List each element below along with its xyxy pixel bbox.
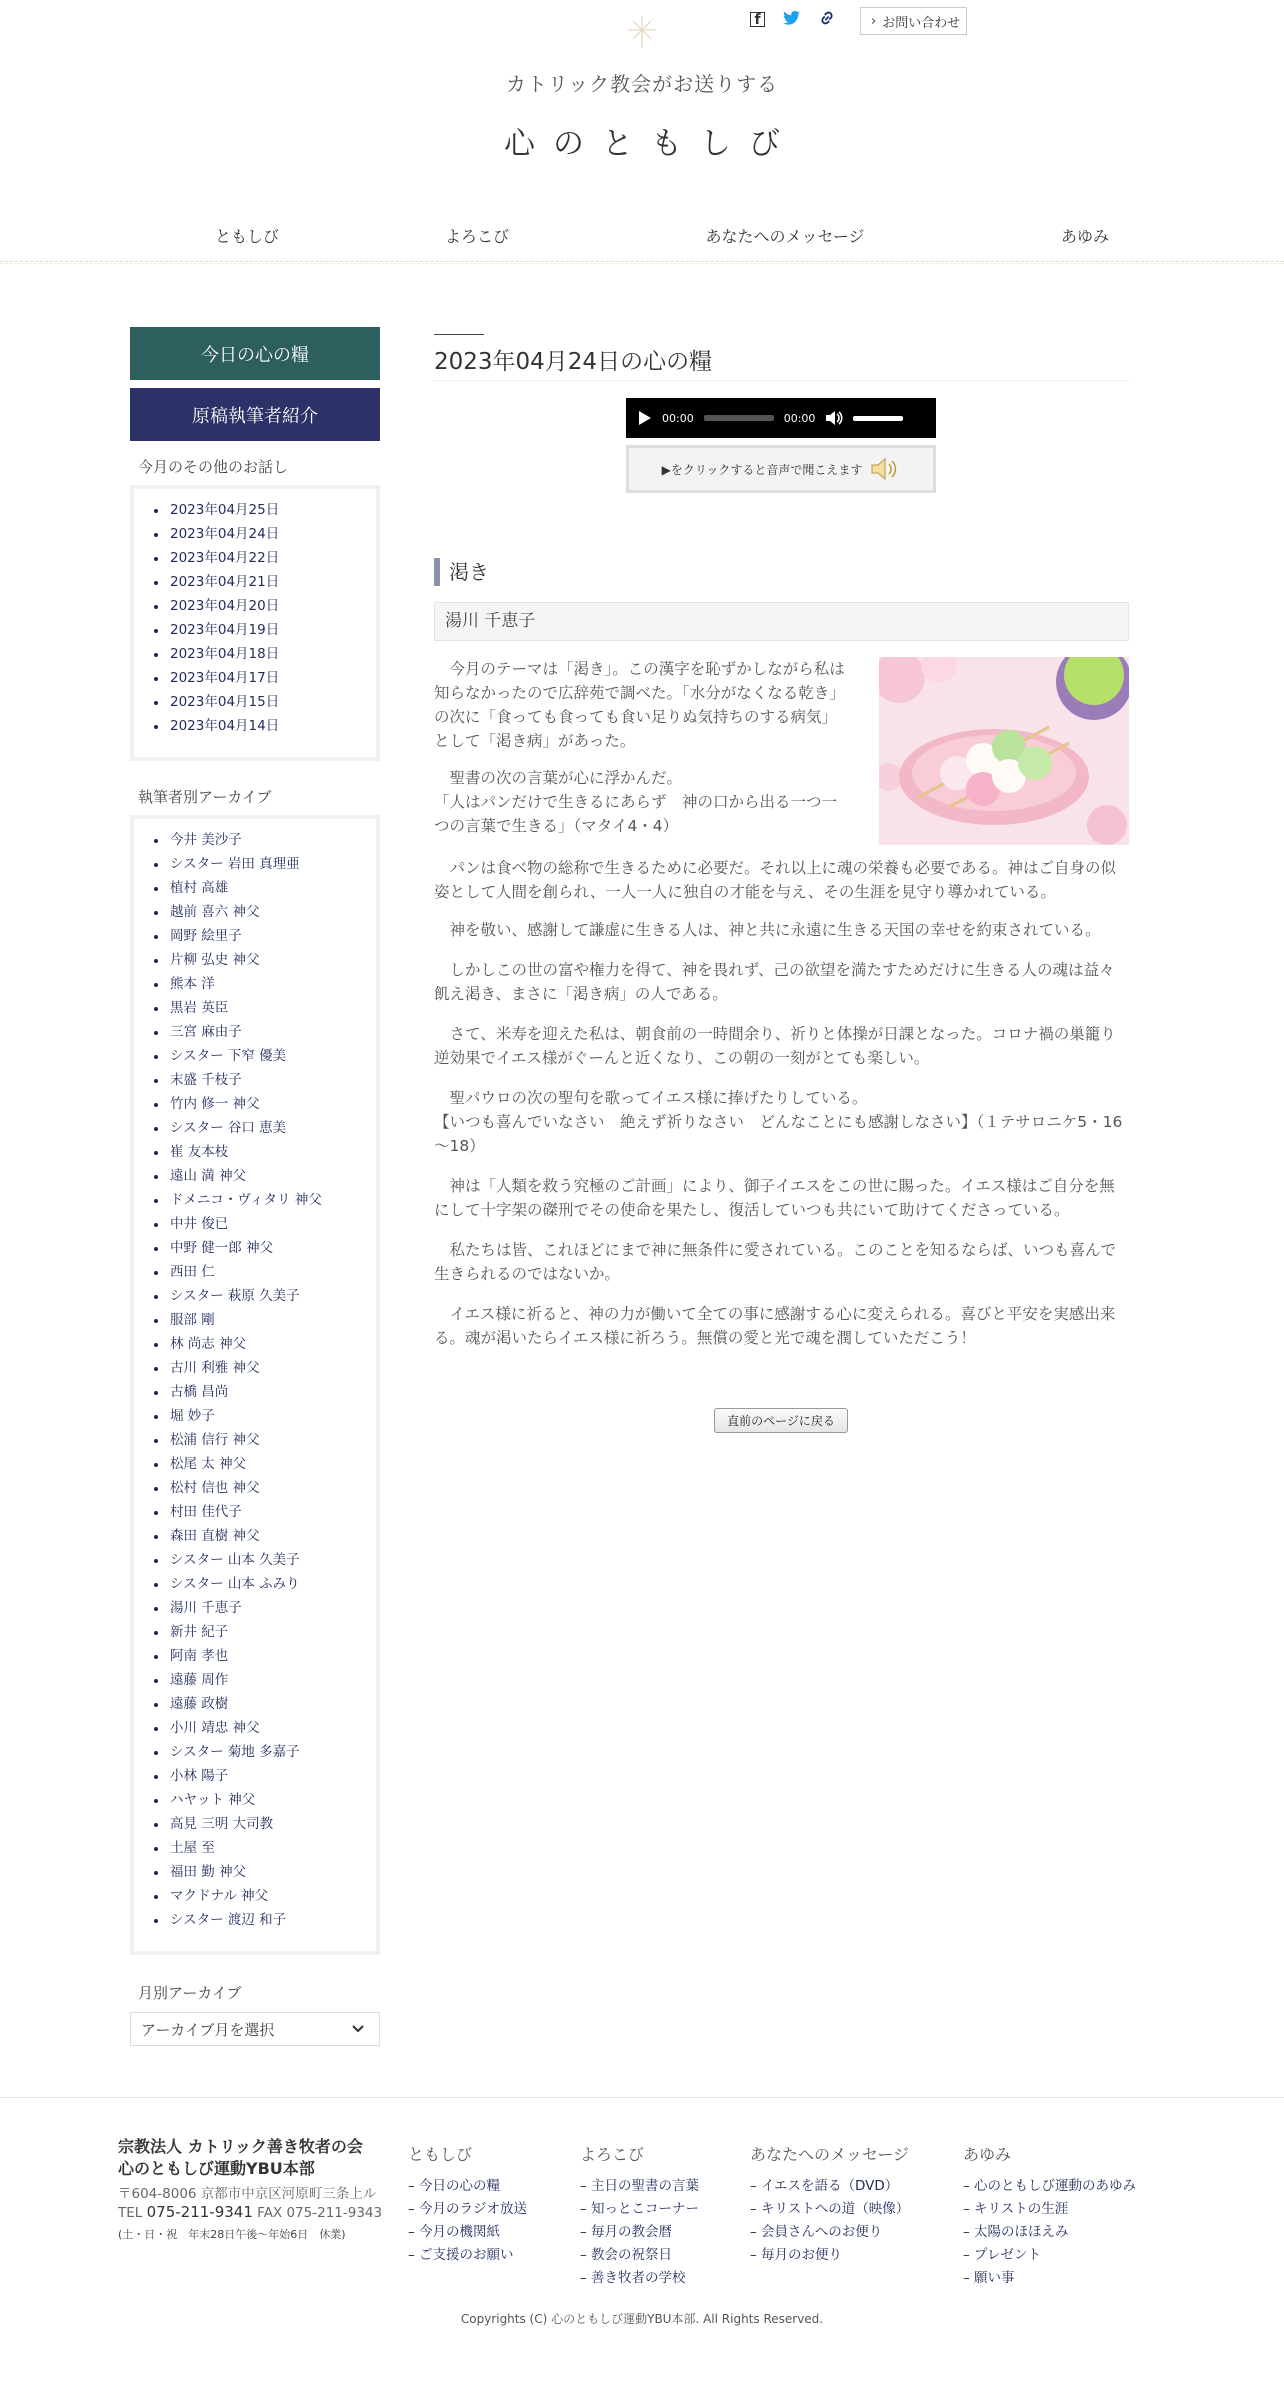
writer-link[interactable]: 植村 高雄: [152, 877, 376, 901]
footer-link[interactable]: – 今月の機関紙: [408, 2221, 527, 2244]
writer-link[interactable]: 遠山 満 神父: [152, 1165, 376, 1189]
writer-link[interactable]: シスター 渡辺 和子: [152, 1909, 376, 1933]
writer-archive-heading: 執筆者別アーカイブ: [138, 788, 272, 806]
chevron-down-icon: [351, 2024, 365, 2034]
writer-link[interactable]: 松浦 信行 神父: [152, 1429, 376, 1453]
site-tagline: カトリック教会がお送りする: [505, 72, 779, 96]
post-paragraph: 神は「人類を救う究極のご計画」により、御子イエスをこの世に賜った。イエス様はご自分を無にして十字架の磔刑でその使命を果たし、復活していつも共にいて助けてくださっている。: [434, 1177, 1115, 1219]
tel-label: TEL: [118, 2205, 143, 2221]
writer-link[interactable]: ドメニコ・ヴィタリ 神父: [152, 1189, 376, 1213]
speaker-icon: [870, 457, 900, 481]
writer-link[interactable]: 高見 三明 大司教: [152, 1813, 376, 1837]
volume-slider[interactable]: [853, 416, 903, 421]
post-title: 2023年04月24日の心の糧: [434, 349, 713, 375]
main-nav: [130, 224, 1154, 247]
footer-link[interactable]: – 毎月のお便り: [750, 2244, 909, 2267]
post-paragraph: 神を敬い、感謝して謙虚に生きる人は、神と共に永遠に生きる天国の幸せを約束されている。: [449, 921, 1101, 939]
writer-link[interactable]: 崔 友本枝: [152, 1141, 376, 1165]
writer-link[interactable]: 新井 紀子: [152, 1621, 376, 1645]
writer-link[interactable]: 福田 勤 神父: [152, 1861, 376, 1885]
footer-link[interactable]: – キリストへの道（映像）: [750, 2198, 909, 2221]
month-stories-heading: 今月のその他のお話し: [138, 458, 289, 476]
org-address: 〒604-8006 京都市中京区河原町三条上ル: [118, 2186, 377, 2202]
writer-link[interactable]: シスター 谷口 恵美: [152, 1117, 376, 1141]
copyright: Copyrights (C) 心のともしび運動YBU本部. All Rights Reserved.: [460, 2312, 824, 2326]
link-icon[interactable]: [818, 10, 836, 29]
month-story-link[interactable]: 2023年04月19日: [152, 619, 376, 643]
writer-link[interactable]: シスター 下窄 優美: [152, 1045, 376, 1069]
contact-button[interactable]: [860, 7, 967, 35]
duration-time: 00:00: [783, 411, 816, 425]
writer-link[interactable]: 遠藤 政樹: [152, 1693, 376, 1717]
nav-item-tomoshibi[interactable]: ともしび: [215, 227, 280, 246]
writer-link[interactable]: 中野 健一郎 神父: [152, 1237, 376, 1261]
writer-archive-box: [130, 815, 380, 1955]
progress-bar[interactable]: [704, 415, 774, 421]
footer-link[interactable]: – 太陽のほほえみ: [963, 2221, 1136, 2244]
play-icon[interactable]: [638, 410, 652, 426]
writers-intro-button[interactable]: 原稿執筆者紹介: [130, 388, 380, 441]
post-paragraph: さて、米寿を迎えた私は、朝食前の一時間余り、祈りと体操が日課となった。コロナ禍の巣籠り逆効果でイエス様がぐーんと近くなり、この朝の一刻がとても楽しい。: [434, 1025, 1116, 1067]
writer-link[interactable]: マクドナル 神父: [152, 1885, 376, 1909]
footer-col-heading[interactable]: ともしび: [408, 2145, 473, 2164]
month-archive-heading: 月別アーカイブ: [138, 1984, 242, 2002]
volume-icon[interactable]: [825, 410, 843, 426]
writer-link[interactable]: 小林 陽子: [152, 1765, 376, 1789]
footer-divider: [0, 2097, 1284, 2098]
fax-number: FAX 075-211-9343: [257, 2205, 383, 2221]
nav-item-yorokobi[interactable]: よろこび: [445, 227, 510, 246]
org-line-1: 宗教法人 カトリック善き牧者の会: [118, 2137, 363, 2156]
footer-link[interactable]: – 今日の心の糧: [408, 2175, 527, 2198]
month-story-link[interactable]: 2023年04月15日: [152, 691, 376, 715]
writer-link[interactable]: 古川 利雅 神父: [152, 1357, 376, 1381]
footer-col-message: [750, 2142, 909, 2267]
month-story-link[interactable]: 2023年04月17日: [152, 667, 376, 691]
month-stories-box: [130, 485, 380, 761]
back-button[interactable]: 直前のページに戻る: [714, 1408, 848, 1433]
post-paragraph: 聖書の次の言葉が心に浮かんだ。 「人はパンだけで生きるにあらず 神の口から出る一つ一つの言葉で生きる」（マタイ4・4）: [434, 769, 838, 835]
footer-link[interactable]: – 知っとこコーナー: [580, 2198, 699, 2221]
writer-link[interactable]: 中井 俊已: [152, 1213, 376, 1237]
org-phone: [118, 2203, 382, 2221]
org-hours: (土・日・祝 年末28日午後〜年始6日 休業): [118, 2228, 346, 2241]
writer-link[interactable]: 今井 美沙子: [152, 829, 376, 853]
writer-link[interactable]: ハヤット 神父: [152, 1789, 376, 1813]
footer-col-yorokobi: [580, 2142, 699, 2290]
facebook-icon[interactable]: f: [750, 12, 765, 27]
writer-link[interactable]: 阿南 孝也: [152, 1645, 376, 1669]
footer-col-heading[interactable]: よろこび: [580, 2145, 645, 2164]
writer-link[interactable]: シスター 山本 ふみり: [152, 1573, 376, 1597]
writer-link[interactable]: 熊本 洋: [152, 973, 376, 997]
writer-link[interactable]: 土屋 至: [152, 1837, 376, 1861]
post-paragraph: しかしこの世の富や権力を得て、神を畏れず、己の欲望を満たすためだけに生きる人の魂は益々飢え渇き、まさに「渇き病」の人である。: [434, 961, 1115, 1003]
month-story-link[interactable]: 2023年04月25日: [152, 499, 376, 523]
month-story-link[interactable]: 2023年04月20日: [152, 595, 376, 619]
site-title[interactable]: 心のともしび: [504, 126, 798, 162]
footer-link[interactable]: – ご支援のお願い: [408, 2244, 527, 2267]
writer-link[interactable]: 三宮 麻由子: [152, 1021, 376, 1045]
writer-link[interactable]: 末盛 千枝子: [152, 1069, 376, 1093]
audio-player: [626, 398, 936, 438]
footer-link[interactable]: – プレゼント: [963, 2244, 1136, 2267]
footer-link[interactable]: – イエスを語る（DVD）: [750, 2175, 909, 2198]
writer-link[interactable]: 小川 靖忠 神父: [152, 1717, 376, 1741]
writer-link[interactable]: シスター 菊地 多嘉子: [152, 1741, 376, 1765]
post-paragraph: 今月のテーマは「渇き」。この漢字を恥ずかしながら私は知らなかったので広辞苑で調べた。「水分がなくなる乾き」の次に「食っても食っても食い足りぬ気持ちのする病気」として「渇き病」があった。: [434, 660, 845, 750]
footer-col-tomoshibi: [408, 2142, 527, 2267]
post-paragraph: 私たちは皆、これほどにまで神に無条件に愛されている。このことを知るならば、いつも喜んで生きられるのではないか。: [434, 1241, 1117, 1283]
footer-col-heading[interactable]: あゆみ: [963, 2145, 1012, 2164]
writer-link[interactable]: 林 尚志 神父: [152, 1333, 376, 1357]
footer-link[interactable]: – 心のともしび運動のあゆみ: [963, 2175, 1136, 2198]
org-line-2: 心のともしび運動YBU本部: [118, 2159, 315, 2178]
writer-link[interactable]: 古橋 昌尚: [152, 1381, 376, 1405]
title-accent-line: [434, 334, 484, 335]
footer-link[interactable]: – 今月のラジオ放送: [408, 2198, 527, 2221]
footer-link[interactable]: – 善き牧者の学校: [580, 2267, 699, 2290]
footer-col-heading[interactable]: あなたへのメッセージ: [750, 2145, 910, 2164]
current-time: 00:00: [662, 411, 694, 425]
writer-link[interactable]: 黒岩 英臣: [152, 997, 376, 1021]
writer-link[interactable]: 村田 佳代子: [152, 1501, 376, 1525]
footer-link[interactable]: – 主日の聖書の言葉: [580, 2175, 699, 2198]
writer-link[interactable]: シスター 山本 久美子: [152, 1549, 376, 1573]
footer-link[interactable]: – 願い事: [963, 2267, 1136, 2290]
chevron-right-icon: ›: [871, 13, 877, 29]
month-story-link[interactable]: 2023年04月18日: [152, 643, 376, 667]
contact-label: お問い合わせ: [882, 15, 961, 31]
writer-link[interactable]: 岡野 絵里子: [152, 925, 376, 949]
writer-link[interactable]: 服部 剛: [152, 1309, 376, 1333]
post-paragraph: 聖パウロの次の聖句を歌ってイエス様に捧げたりしている。 【いつも喜んでいなさい 絶えず祈りなさい どんなことにも感謝しなさい】（１テサロニケ5・16～18）: [434, 1089, 1123, 1155]
writer-link[interactable]: 竹内 修一 神父: [152, 1093, 376, 1117]
footer-link[interactable]: – 教会の祝祭日: [580, 2244, 699, 2267]
tel-number[interactable]: 075-211-9341: [146, 2203, 253, 2221]
writer-link[interactable]: 松尾 太 神父: [152, 1453, 376, 1477]
social-links: [750, 10, 836, 29]
archive-select-value: アーカイブ月を選択: [141, 2020, 275, 2039]
writer-link[interactable]: 松村 信也 神父: [152, 1477, 376, 1501]
post-paragraph: イエス様に祈ると、神の力が働いて全ての事に感謝する心に変えられる。喜びと平安を実感出来る。魂が渇いたらイエス様に祈ろう。無償の愛と光で魂を潤していただこう！: [434, 1305, 1116, 1347]
nav-item-message[interactable]: あなたへのメッセージ: [705, 227, 865, 246]
writer-link[interactable]: 湯川 千恵子: [152, 1597, 376, 1621]
title-underline: [434, 380, 1129, 381]
writer-link[interactable]: 片柳 弘史 神父: [152, 949, 376, 973]
play-hint-text: ▶をクリックすると音声で聞こえます: [661, 462, 863, 477]
writer-link[interactable]: 遠藤 周作: [152, 1669, 376, 1693]
footer-link[interactable]: – キリストの生涯: [963, 2198, 1136, 2221]
nav-divider: [0, 261, 1284, 264]
month-story-link[interactable]: 2023年04月14日: [152, 715, 376, 739]
twitter-icon[interactable]: [783, 11, 800, 28]
month-story-link[interactable]: 2023年04月22日: [152, 547, 376, 571]
dango-photo: [879, 657, 1129, 845]
writer-link[interactable]: 堀 妙子: [152, 1405, 376, 1429]
writer-link[interactable]: シスター 萩原 久美子: [152, 1285, 376, 1309]
theme-heading: 渇き: [434, 558, 489, 586]
post-paragraph: パンは食べ物の総称で生きるために必要だ。それ以上に魂の栄養も必要である。神はご自身の似姿として人間を創られ、一人一人に独自の才能を与え、その生涯を見守り導かれている。: [434, 859, 1117, 901]
month-story-link[interactable]: 2023年04月24日: [152, 523, 376, 547]
play-hint-banner: [626, 445, 936, 493]
archive-month-select[interactable]: [130, 2012, 380, 2046]
cross-logo-icon: [624, 14, 660, 50]
writer-link[interactable]: 森田 直樹 神父: [152, 1525, 376, 1549]
writer-link[interactable]: シスター 岩田 真理亜: [152, 853, 376, 877]
nav-item-ayumi[interactable]: あゆみ: [1060, 227, 1109, 246]
footer-col-ayumi: [963, 2142, 1136, 2290]
writer-link[interactable]: 西田 仁: [152, 1261, 376, 1285]
org-name: [118, 2136, 363, 2180]
footer-link[interactable]: – 会員さんへのお便り: [750, 2221, 909, 2244]
todays-seed-button[interactable]: 今日の心の糧: [130, 327, 380, 380]
author-name: 湯川 千恵子: [434, 602, 1129, 641]
footer-link[interactable]: – 毎月の教会暦: [580, 2221, 699, 2244]
writer-archive-list: [134, 819, 376, 1933]
month-story-link[interactable]: 2023年04月21日: [152, 571, 376, 595]
writer-link[interactable]: 越前 喜六 神父: [152, 901, 376, 925]
month-stories-list: [134, 489, 376, 739]
